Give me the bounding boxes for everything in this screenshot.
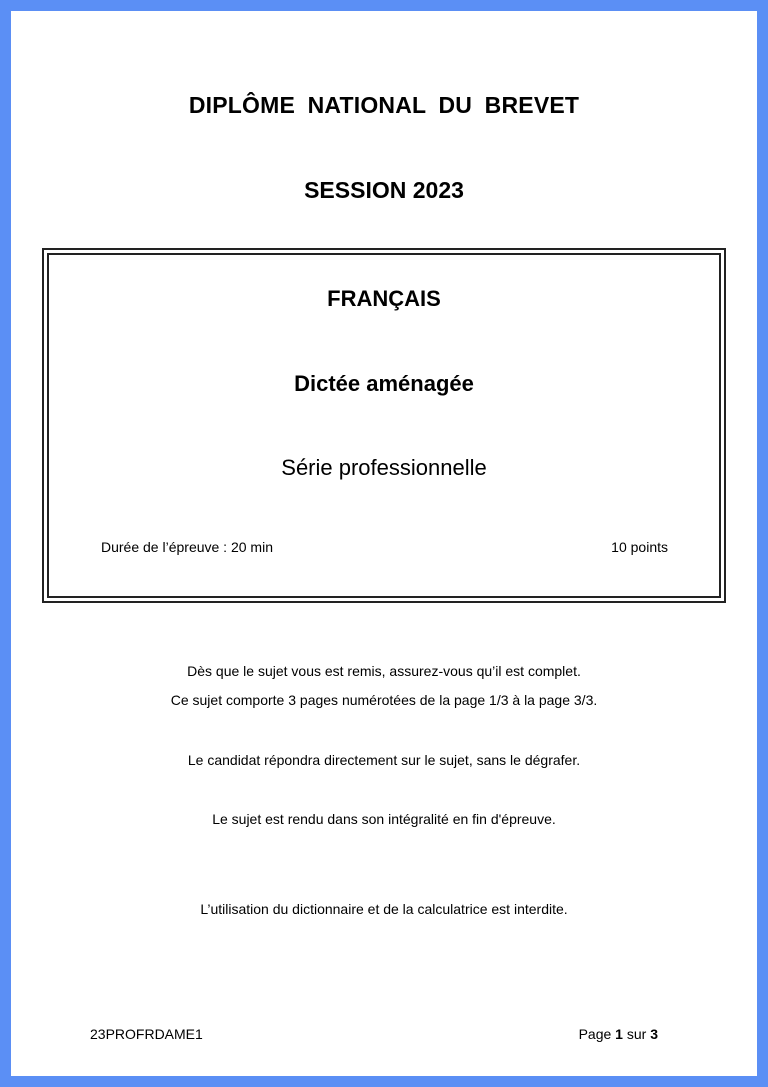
duration-label: Durée de l’épreuve : 20 min [101, 539, 273, 555]
page-number [579, 1026, 658, 1042]
series-label: Série professionnelle [281, 455, 487, 480]
instruction-line: L’utilisation du dictionnaire et de la calculatrice est interdite. [200, 901, 568, 917]
instruction-line: Le sujet est rendu dans son intégralité en fin d'épreuve. [212, 811, 556, 827]
subject-title: FRANÇAIS [327, 286, 441, 311]
page-prefix: Page [578, 1026, 616, 1042]
instruction-line: Ce sujet comporte 3 pages numérotées de la page 1/3 à la page 3/3. [170, 692, 598, 708]
exam-type: Dictée aménagée [294, 371, 474, 396]
exam-title: DIPLÔME NATIONAL DU BREVET [188, 92, 580, 118]
subject-code: 23PROFRDAME1 [90, 1026, 203, 1042]
instruction-line: Dès que le sujet vous est remis, assurez-vous qu’il est complet. [187, 663, 581, 679]
page-separator: sur [622, 1026, 651, 1042]
session-label: SESSION 2023 [304, 177, 464, 203]
points-label: 10 points [611, 539, 668, 555]
instruction-line: Le candidat répondra directement sur le sujet, sans le dégrafer. [187, 752, 581, 768]
page-current: 1 [615, 1026, 623, 1042]
page-total: 3 [650, 1026, 658, 1042]
